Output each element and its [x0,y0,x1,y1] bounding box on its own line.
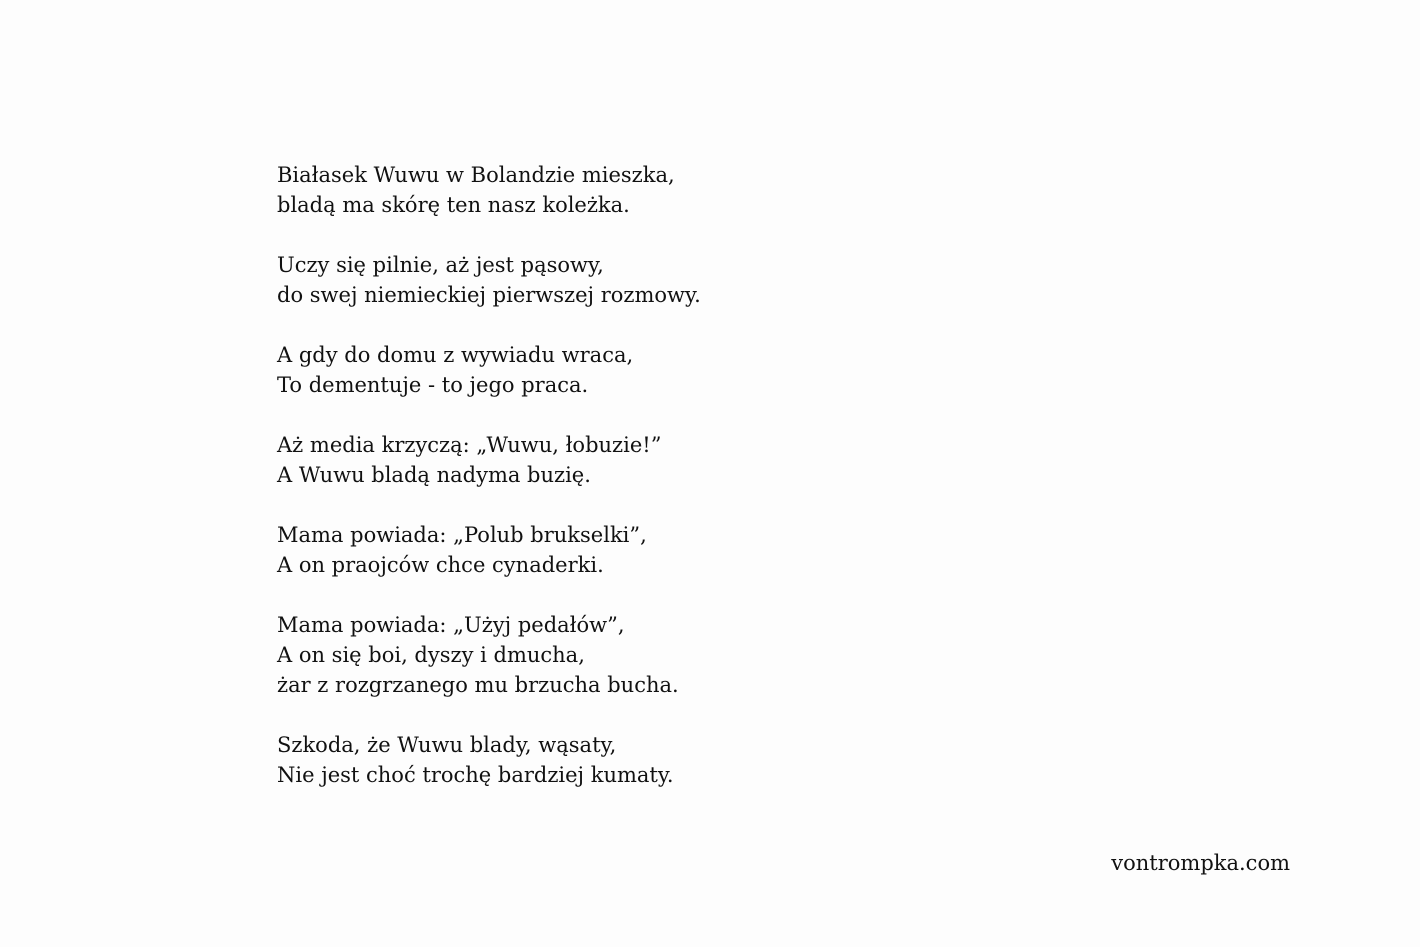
stanza-1 [277,160,977,220]
poem-line: Mama powiada: „Użyj pedałów”, [277,613,625,637]
poem-line: To dementuje - to jego praca. [277,373,589,397]
poem-line: Mama powiada: „Polub brukselki”, [277,523,647,547]
poem-line: do swej niemieckiej pierwszej rozmowy. [277,283,701,307]
poem [277,160,977,820]
stanza-3 [277,340,977,400]
stanza-2 [277,250,977,310]
stanza-6 [277,610,977,700]
poem-line: bladą ma skórę ten nasz koleżka. [277,193,630,217]
stanza-5 [277,520,977,580]
site-signature: vontrompka.com [1111,851,1290,875]
stanza-4 [277,430,977,490]
poem-line: A Wuwu bladą nadyma buzię. [277,463,591,487]
poem-line: A gdy do domu z wywiadu wraca, [277,343,634,367]
stanza-7 [277,730,977,790]
poem-line: A on się boi, dyszy i dmucha, [277,643,585,667]
poem-line: Uczy się pilnie, aż jest pąsowy, [277,253,604,277]
poem-line: Aż media krzyczą: „Wuwu, łobuzie!” [277,433,662,457]
poem-line: A on praojców chce cynaderki. [277,553,604,577]
poem-line: Nie jest choć trochę bardziej kumaty. [277,763,674,787]
poem-line: Białasek Wuwu w Bolandzie mieszka, [277,163,675,187]
poem-line: Szkoda, że Wuwu blady, wąsaty, [277,733,617,757]
poem-line: żar z rozgrzanego mu brzucha bucha. [277,673,679,697]
